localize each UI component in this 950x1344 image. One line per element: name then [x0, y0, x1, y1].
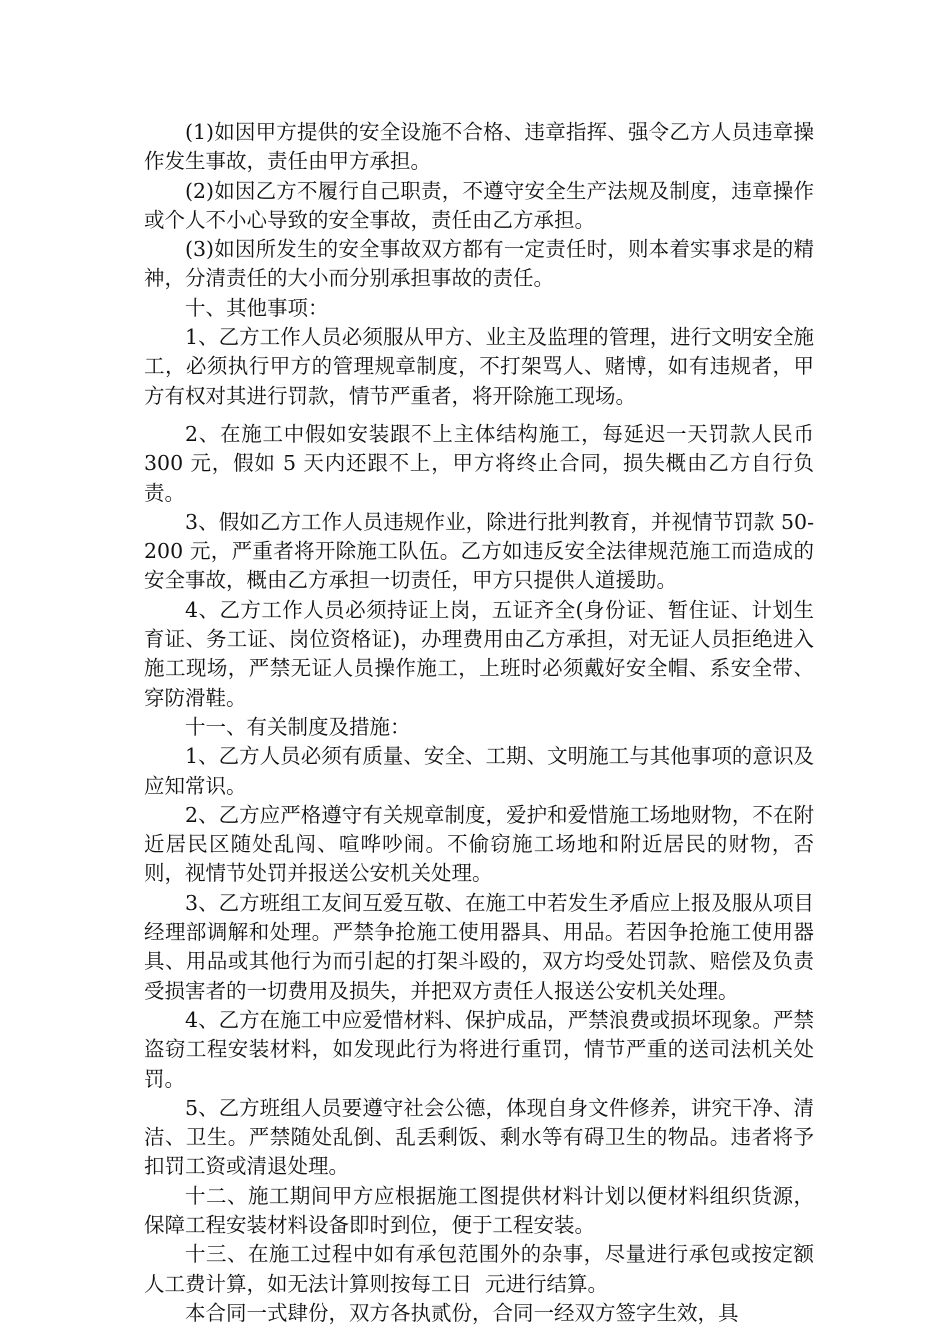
section-paragraph: 十三、在施工过程中如有承包范围外的杂事，尽量进行承包或按定额人工费计算，如无法计算则按每工日 元进行结算。: [144, 1242, 814, 1296]
clause-paragraph: 3、乙方班组工友间互爱互敬、在施工中若发生矛盾应上报及服从项目经理部调解和处理。严禁争抢施工使用器具、用品。若因争抢施工使用器具、用品或其他行为而引起的打架斗殴的，双方均受处罚款、赔偿及负责受损害者的一切费用及损失，并把双方责任人报送公安机关处理。: [144, 890, 814, 1003]
clause-paragraph: 5、乙方班组人员要遵守社会公德，体现自身文件修养，讲究干净、清洁、卫生。严禁随处乱倒、乱丢剩饭、剩水等有碍卫生的物品。违者将予扣罚工资或清退处理。: [144, 1095, 814, 1179]
section-heading: 十、其他事项：: [185, 295, 329, 320]
clause-paragraph: (3)如因所发生的安全事故双方都有一定责任时，则本着实事求是的精神，分清责任的大小而分别承担事故的责任。: [144, 237, 814, 291]
clause-paragraph: (2)如因乙方不履行自己职责，不遵守安全生产法规及制度，违章操作或个人不小心导致的安全事故，责任由乙方承担。: [144, 178, 814, 232]
section-paragraph: 十二、施工期间甲方应根据施工图提供材料计划以便材料组织货源，保障工程安装材料设备即时到位，便于工程安装。: [144, 1183, 814, 1237]
clause-paragraph: (1)如因甲方提供的安全设施不合格、违章指挥、强令乙方人员违章操作发生事故，责任由甲方承担。: [144, 120, 814, 174]
closing-paragraph: 本合同一式肆份，双方各执贰份，合同一经双方签字生效，具: [185, 1300, 739, 1325]
clause-paragraph: 4、乙方工作人员必须持证上岗，五证齐全(身份证、暂住证、计划生育证、务工证、岗位资格证)，办理费用由乙方承担，对无证人员拒绝进入施工现场，严禁无证人员操作施工，上班时必须戴好安全帽、系安全带、穿防滑鞋。: [144, 597, 814, 710]
clause-paragraph: 1、乙方人员必须有质量、安全、工期、文明施工与其他事项的意识及应知常识。: [144, 744, 814, 798]
clause-paragraph: 2、乙方应严格遵守有关规章制度，爱护和爱惜施工场地财物，不在附近居民区随处乱闯、喧哗吵闹。不偷窃施工场地和附近居民的财物，否则，视情节处罚并报送公安机关处理。: [144, 802, 814, 886]
section-heading: 十一、有关制度及措施：: [185, 714, 411, 739]
clause-paragraph: 1、乙方工作人员必须服从甲方、业主及监理的管理，进行文明安全施工，必须执行甲方的管理规章制度，不打架骂人、赌博，如有违规者，甲方有权对其进行罚款，情节严重者，将开除施工现场。: [144, 325, 814, 408]
document-body: [144, 118, 821, 1328]
clause-paragraph: 4、乙方在施工中应爱惜材料、保护成品，严禁浪费或损坏现象。严禁盗窃工程安装材料，如发现此行为将进行重罚，情节严重的送司法机关处罚。: [144, 1007, 814, 1091]
clause-paragraph: 3、假如乙方工作人员违规作业，除进行批判教育，并视情节罚款 50-200 元，严重者将开除施工队伍。乙方如违反安全法律规范施工而造成的安全事故，概由乙方承担一切责任，甲方只提供人道援助。: [144, 509, 814, 593]
clause-paragraph: 2、在施工中假如安装跟不上主体结构施工，每延迟一天罚款人民币 300 元，假如 5 天内还跟不上，甲方将终止合同，损失概由乙方自行负责。: [144, 421, 821, 505]
